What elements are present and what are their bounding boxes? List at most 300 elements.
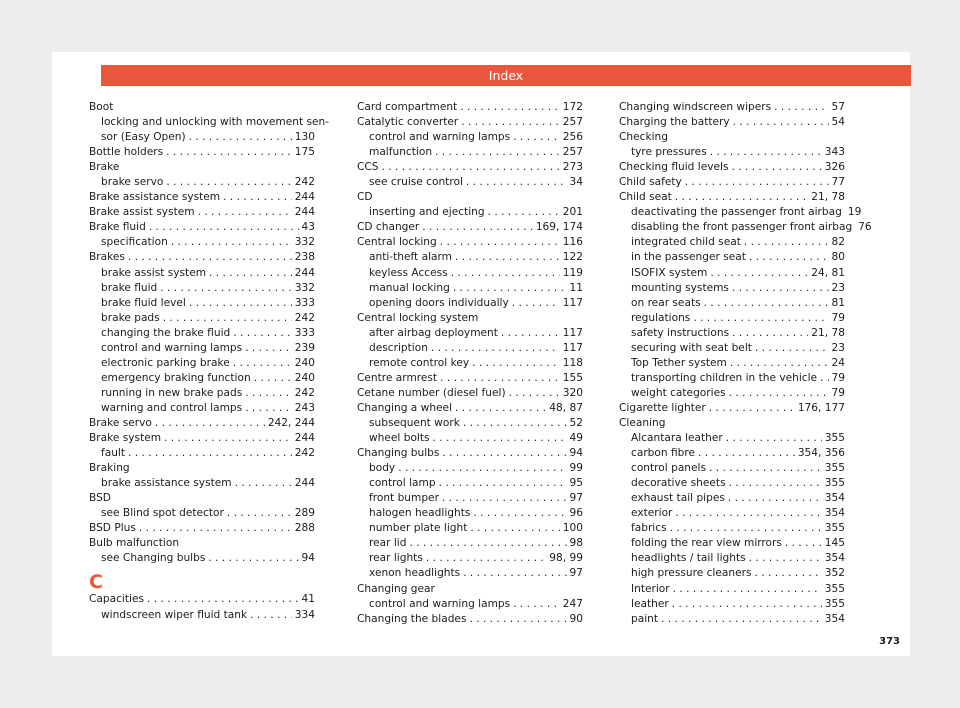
entry-page-ref[interactable]: 355 [824, 522, 845, 535]
index-subentry [357, 491, 583, 506]
entry-label: CD changer [357, 221, 420, 234]
entry-label: Checking [619, 131, 668, 144]
entry-page-ref[interactable]: 97 [569, 492, 583, 505]
entry-page-ref[interactable]: 79 [831, 311, 845, 324]
entry-page-ref[interactable]: 288 [294, 522, 315, 535]
dot-leader [512, 296, 560, 311]
dot-leader [440, 371, 560, 386]
dot-leader [128, 446, 292, 461]
entry-label: see Blind spot detector [101, 507, 224, 520]
entry-label: halogen headlights [369, 507, 471, 520]
index-subentry [619, 612, 845, 627]
dot-leader [675, 190, 809, 205]
entry-label: tyre pressures [631, 146, 707, 159]
entry-label: in the passenger seat [631, 251, 746, 264]
index-entry [357, 160, 583, 175]
entry-label: Changing windscreen wipers [619, 101, 772, 113]
index-subentry [619, 582, 845, 597]
index-entry [357, 100, 583, 115]
index-subentry [619, 476, 845, 491]
dot-leader [453, 281, 567, 296]
entry-label: Bulb malfunction [89, 537, 180, 550]
dot-leader [426, 551, 546, 566]
index-subentry [89, 356, 315, 371]
index-subentry [619, 266, 845, 281]
index-entry [357, 235, 583, 250]
entry-page-ref[interactable]: 355 [824, 432, 845, 445]
index-subentry [357, 281, 583, 296]
entry-page-ref[interactable]: 80 [831, 251, 845, 264]
entry-page-ref[interactable]: 79 [831, 371, 845, 384]
entry-label: Brakes [89, 251, 125, 264]
index-subentry [619, 506, 845, 521]
entry-page-ref[interactable]: 21, 78 [811, 326, 845, 339]
dot-leader [704, 296, 829, 311]
entry-page-ref[interactable]: 244 [294, 477, 315, 490]
index-entry [357, 371, 583, 386]
entry-page-ref[interactable]: 355 [824, 462, 845, 475]
entry-label: securing with seat belt [631, 341, 752, 354]
entry-page-ref[interactable]: 130 [294, 131, 315, 144]
dot-leader [472, 356, 560, 371]
index-header: Index [101, 65, 911, 86]
entry-page-ref[interactable]: 96 [569, 507, 583, 520]
entry-label: ISOFIX system [631, 266, 708, 279]
index-subentry [89, 175, 315, 190]
entry-page-ref[interactable]: 242, 244 [267, 416, 315, 429]
entry-page-ref[interactable]: 19 [847, 206, 862, 219]
entry-page-ref[interactable]: 175 [294, 146, 315, 159]
entry-label: locking and unlocking with movement sen- [101, 116, 330, 129]
entry-page-ref[interactable]: 76 [858, 221, 872, 234]
entry-page-ref[interactable]: 43 [301, 221, 315, 234]
dot-leader [661, 612, 822, 627]
index-subentry [619, 326, 845, 341]
entry-label: changing the brake fluid [101, 326, 231, 339]
index-entry [619, 175, 845, 190]
dot-leader [672, 597, 822, 612]
entry-page-ref[interactable]: 343 [824, 146, 845, 159]
index-column-3 [619, 100, 872, 627]
entry-page-ref[interactable]: 100 [562, 522, 583, 535]
index-entry [619, 100, 845, 115]
entry-page-ref[interactable]: 247 [562, 597, 583, 610]
entry-label: inserting and ejecting [369, 206, 485, 219]
index-entry [357, 386, 583, 401]
index-entry [357, 311, 583, 326]
entry-label: brake servo [101, 176, 164, 189]
entry-label: CD [357, 191, 373, 204]
index-subentry [619, 386, 845, 401]
entry-label: Centre armrest [357, 371, 438, 384]
entry-page-ref[interactable]: 242 [294, 311, 315, 324]
entry-page-ref[interactable]: 54 [831, 116, 845, 129]
index-entry [357, 115, 583, 130]
entry-page-ref[interactable]: 57 [831, 101, 845, 113]
index-subentry [619, 356, 845, 371]
entry-page-ref[interactable]: 23 [831, 341, 845, 354]
index-entry [89, 461, 315, 476]
entry-page-ref[interactable]: 242 [294, 176, 315, 189]
entry-label: body [369, 462, 396, 475]
entry-label: brake assist system [101, 266, 207, 279]
entry-label: rear lights [369, 552, 423, 565]
entry-page-ref[interactable]: 49 [569, 432, 583, 445]
dot-leader [442, 491, 567, 506]
entry-page-ref[interactable]: 117 [562, 341, 583, 354]
entry-page-ref[interactable]: 244 [294, 266, 315, 279]
entry-label: specification [101, 236, 168, 249]
entry-page-ref[interactable]: 79 [831, 386, 845, 399]
entry-page-ref[interactable]: 94 [301, 552, 315, 565]
entry-page-ref[interactable]: 320 [562, 386, 583, 399]
entry-page-ref[interactable]: 240 [294, 356, 315, 369]
entry-page-ref[interactable]: 333 [294, 326, 315, 339]
entry-label: manual locking [369, 281, 450, 294]
index-subentry [357, 130, 583, 145]
entry-label: regulations [631, 311, 691, 324]
dot-leader [726, 431, 822, 446]
dot-leader [513, 597, 560, 612]
entry-page-ref[interactable]: 239 [294, 341, 315, 354]
dot-leader [209, 266, 292, 281]
dot-leader [442, 446, 566, 461]
dot-leader [139, 521, 292, 536]
entry-label: mounting systems [631, 281, 729, 294]
index-entry [357, 401, 583, 416]
dot-leader [435, 145, 560, 160]
entry-label: exhaust tail pipes [631, 492, 725, 505]
entry-label: brake assistance system [101, 477, 232, 490]
dot-leader [729, 476, 822, 491]
entry-label: Charging the battery [619, 116, 730, 129]
entry-page-ref[interactable]: 155 [562, 371, 583, 384]
index-subentry [357, 551, 583, 566]
entry-label: Bottle holders [89, 146, 164, 159]
dot-leader [163, 311, 292, 326]
index-entry [89, 431, 315, 446]
index-subentry [89, 401, 315, 416]
entry-label: Capacities [89, 593, 145, 606]
dot-leader [755, 341, 829, 356]
entry-page-ref[interactable]: 98, 99 [549, 552, 583, 565]
entry-page-ref[interactable]: 41 [301, 593, 315, 606]
dot-leader [509, 386, 560, 401]
entry-label: Boot [89, 101, 114, 113]
entry-page-ref[interactable]: 243 [294, 401, 315, 414]
entry-page-ref[interactable]: 333 [294, 296, 315, 309]
index-subentry [357, 296, 583, 311]
entry-label: fabrics [631, 522, 667, 535]
dot-leader [709, 461, 822, 476]
entry-page-ref[interactable]: 34 [569, 176, 583, 189]
entry-label: control and warning lamps [369, 597, 511, 610]
index-subentry [89, 476, 315, 491]
index-subentry [357, 416, 583, 431]
entry-page-ref[interactable]: 354 [824, 507, 845, 520]
index-subentry [357, 326, 583, 341]
index-entry [89, 491, 315, 506]
entry-page-ref[interactable]: 117 [562, 326, 583, 339]
index-subentry [619, 281, 845, 296]
entry-page-ref[interactable]: 77 [831, 176, 845, 189]
dot-leader [455, 401, 546, 416]
index-entry [89, 220, 315, 235]
entry-label: safety instructions [631, 326, 730, 339]
entry-page-ref[interactable]: 21, 78 [811, 191, 845, 204]
entry-page-ref[interactable]: 99 [569, 462, 583, 475]
dot-leader [398, 461, 566, 476]
index-subentry [357, 266, 583, 281]
entry-page-ref[interactable]: 244 [294, 191, 315, 204]
entry-page-ref[interactable]: 244 [294, 432, 315, 445]
dot-leader [749, 250, 829, 265]
index-entry [619, 190, 845, 205]
index-subentry [357, 566, 583, 581]
index-entry [89, 205, 315, 220]
index-subentry [89, 341, 315, 356]
entry-label: Card compartment [357, 101, 458, 113]
entry-page-ref[interactable]: 24, 81 [811, 266, 845, 279]
entry-label: control panels [631, 462, 706, 475]
index-subentry [89, 506, 315, 521]
dot-leader [250, 608, 292, 623]
entry-page-ref[interactable]: 242 [294, 386, 315, 399]
entry-page-ref[interactable]: 352 [824, 567, 845, 580]
entry-page-ref[interactable]: 354, 356 [797, 447, 845, 460]
entry-page-ref[interactable]: 326 [824, 161, 845, 174]
index-entry [89, 521, 315, 536]
index-subentry [357, 461, 583, 476]
entry-page-ref[interactable]: 95 [569, 477, 583, 490]
dot-leader [710, 145, 822, 160]
entry-page-ref[interactable]: 116 [562, 236, 583, 249]
entry-label: headlights / tail lights [631, 552, 746, 565]
index-entry [619, 115, 845, 130]
index-subentry [357, 506, 583, 521]
index-subentry [89, 551, 315, 566]
index-column-1 [89, 100, 330, 623]
entry-page-ref[interactable]: 117 [562, 296, 583, 309]
index-subentry [357, 205, 583, 220]
entry-label: carbon fibre [631, 447, 695, 460]
index-entry [89, 190, 315, 205]
entry-page-ref[interactable]: 11 [569, 281, 583, 294]
index-subentry [619, 461, 845, 476]
index-subentry [619, 491, 845, 506]
entry-page-ref[interactable]: 122 [562, 251, 583, 264]
dot-leader [785, 536, 822, 551]
entry-page-ref[interactable]: 98 [569, 537, 583, 550]
dot-leader [463, 416, 567, 431]
entry-label: Catalytic converter [357, 116, 459, 129]
entry-label: rear lid [369, 537, 407, 550]
dot-leader [488, 205, 560, 220]
entry-label: Changing gear [357, 582, 435, 595]
dot-leader [233, 356, 292, 371]
index-entry [89, 145, 315, 160]
index-subentry [89, 115, 330, 130]
entry-page-ref[interactable]: 94 [569, 447, 583, 460]
index-subentry [89, 296, 315, 311]
dot-leader [245, 386, 292, 401]
entry-page-ref[interactable]: 97 [569, 567, 583, 580]
dot-leader [463, 566, 566, 581]
dot-leader [189, 130, 292, 145]
entry-label: high pressure cleaners [631, 567, 752, 580]
entry-page-ref[interactable]: 24 [831, 356, 845, 369]
index-subentry [619, 205, 862, 220]
dot-leader [710, 266, 808, 281]
entry-page-ref[interactable]: 172 [562, 101, 583, 113]
entry-page-ref[interactable]: 82 [831, 236, 845, 249]
entry-page-ref[interactable]: 273 [562, 161, 583, 174]
index-entry [619, 416, 845, 431]
dot-leader [473, 506, 566, 521]
index-entry [357, 220, 583, 235]
dot-leader [728, 491, 822, 506]
entry-page-ref[interactable]: 244 [294, 206, 315, 219]
index-subentry [619, 250, 845, 265]
entry-page-ref[interactable]: 257 [562, 146, 583, 159]
entry-label: opening doors individually [369, 296, 509, 309]
index-subentry [89, 608, 315, 623]
entry-label: Interior [631, 582, 670, 595]
index-subentry [89, 130, 315, 145]
entry-page-ref[interactable]: 118 [562, 356, 583, 369]
dot-leader [698, 446, 795, 461]
index-entry [89, 416, 315, 431]
dot-leader [245, 341, 292, 356]
dot-leader [461, 115, 560, 130]
entry-page-ref[interactable]: 354 [824, 552, 845, 565]
entry-label: control lamp [369, 477, 436, 490]
entry-label: BSD Plus [89, 522, 136, 535]
index-subentry [89, 266, 315, 281]
dot-leader [730, 356, 829, 371]
entry-page-ref[interactable]: 48, 87 [549, 401, 583, 414]
dot-leader [433, 431, 567, 446]
entry-page-ref[interactable]: 169, 174 [535, 221, 583, 234]
entry-page-ref[interactable]: 355 [824, 597, 845, 610]
index-subentry [619, 341, 845, 356]
index-subentry [619, 145, 845, 160]
dot-leader [774, 100, 828, 115]
dot-leader [235, 476, 292, 491]
entry-label: on rear seats [631, 296, 701, 309]
entry-page-ref[interactable]: 52 [569, 416, 583, 429]
dot-leader [685, 175, 829, 190]
index-subentry [357, 145, 583, 160]
dot-leader [422, 220, 533, 235]
entry-page-ref[interactable]: 289 [294, 507, 315, 520]
entry-page-ref[interactable]: 23 [831, 281, 845, 294]
entry-page-ref[interactable]: 332 [294, 236, 315, 249]
entry-page-ref[interactable]: 238 [294, 251, 315, 264]
dot-leader [166, 145, 292, 160]
entry-label: decorative sheets [631, 477, 726, 490]
entry-page-ref[interactable]: 90 [569, 612, 583, 625]
dot-leader [227, 506, 292, 521]
dot-leader [732, 326, 808, 341]
dot-leader [455, 250, 560, 265]
dot-leader [451, 266, 560, 281]
entry-page-ref[interactable]: 201 [562, 206, 583, 219]
entry-label: subsequent work [369, 416, 460, 429]
entry-label: paint [631, 612, 659, 625]
dot-leader [147, 592, 299, 607]
entry-label: integrated child seat [631, 236, 741, 249]
entry-page-ref[interactable]: 332 [294, 281, 315, 294]
entry-label: electronic parking brake [101, 356, 230, 369]
entry-label: Cigarette lighter [619, 401, 706, 414]
entry-page-ref[interactable]: 354 [824, 492, 845, 505]
entry-label: xenon headlights [369, 567, 461, 580]
dot-leader [731, 160, 821, 175]
entry-label: warning and control lamps [101, 401, 243, 414]
entry-label: remote control key [369, 356, 470, 369]
entry-page-ref[interactable]: 334 [294, 608, 315, 621]
dot-leader [820, 371, 828, 386]
dot-leader [128, 250, 292, 265]
entry-page-ref[interactable]: 240 [294, 371, 315, 384]
index-entry [89, 160, 315, 175]
dot-leader [409, 536, 566, 551]
entry-label: deactivating the passenger front airbag [631, 206, 842, 219]
entry-label: front bumper [369, 492, 439, 505]
index-subentry [89, 281, 315, 296]
entry-label: Central locking system [357, 311, 479, 324]
entry-label: leather [631, 597, 669, 610]
entry-page-ref[interactable]: 355 [824, 477, 845, 490]
entry-label: see cruise control [369, 176, 463, 189]
entry-label: brake fluid level [101, 296, 186, 309]
entry-page-ref[interactable]: 257 [562, 116, 583, 129]
section-letter: C [89, 571, 103, 594]
entry-page-ref[interactable]: 242 [294, 447, 315, 460]
dot-leader [160, 281, 291, 296]
index-entry [357, 612, 583, 627]
entry-page-ref[interactable]: 355 [824, 582, 845, 595]
entry-page-ref[interactable]: 256 [562, 131, 583, 144]
index-subentry [619, 220, 872, 235]
entry-page-ref[interactable]: 81 [831, 296, 845, 309]
index-subentry [619, 371, 845, 386]
dot-leader [733, 115, 829, 130]
index-subentry [89, 326, 315, 341]
index-subentry [619, 551, 845, 566]
dot-leader [466, 175, 567, 190]
entry-label: Changing the blades [357, 612, 467, 625]
dot-leader [729, 386, 829, 401]
entry-label: emergency braking function [101, 371, 251, 384]
dot-leader [670, 521, 822, 536]
entry-label: Brake servo [89, 416, 152, 429]
index-entry [357, 582, 583, 597]
entry-label: Braking [89, 462, 130, 475]
dot-leader [208, 551, 298, 566]
index-subentry [89, 386, 315, 401]
entry-page-ref[interactable]: 176, 177 [797, 401, 845, 414]
index-entry [619, 401, 845, 416]
index-subentry [357, 536, 583, 551]
entry-label: Brake assist system [89, 206, 195, 219]
entry-page-ref[interactable]: 145 [824, 537, 845, 550]
entry-page-ref[interactable]: 354 [824, 612, 845, 625]
entry-label: Cetane number (diesel fuel) [357, 386, 506, 399]
dot-leader [675, 506, 821, 521]
entry-page-ref[interactable]: 119 [562, 266, 583, 279]
